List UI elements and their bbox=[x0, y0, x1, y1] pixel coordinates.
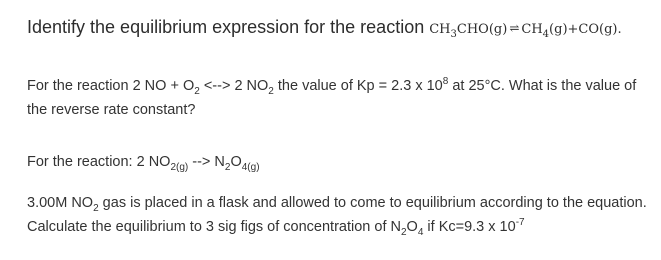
q3-text-2: --> N bbox=[188, 154, 225, 170]
q4-line2-sub-2: 4 bbox=[417, 227, 424, 238]
q4-sub-1: 2 bbox=[93, 203, 99, 214]
q2-exponent: 8 bbox=[442, 76, 449, 87]
q1-reactant-subscript: 3 bbox=[450, 29, 457, 40]
q3-sub-3: 4(g) bbox=[241, 162, 260, 173]
q2-text-4: at 25°C. What is the value of bbox=[448, 78, 637, 94]
question-2-line-2: the reverse rate constant? bbox=[27, 102, 196, 118]
equilibrium-arrow-icon: ⇌ bbox=[509, 21, 520, 35]
q2-sub-2: 2 bbox=[268, 86, 274, 97]
q3-sub-2: 2 bbox=[224, 162, 231, 173]
question-1 bbox=[27, 17, 622, 38]
question-2-line-1 bbox=[27, 74, 636, 98]
q4-line2-sub-1: 2 bbox=[400, 227, 407, 238]
question-3 bbox=[27, 150, 260, 174]
q1-equation bbox=[429, 21, 622, 40]
q1-reactant-phase: CHO(g) bbox=[456, 22, 508, 37]
q4-line2-text-1: Calculate the equilibrium to 3 sig figs of concentration of N bbox=[27, 219, 401, 235]
q4-line2-text-2: O bbox=[406, 219, 418, 235]
q1-product: CH bbox=[521, 22, 543, 37]
q4-line2-text-3: if Kc=9.3 x 10 bbox=[423, 219, 516, 235]
question-4-line-1 bbox=[27, 191, 647, 215]
q1-prompt: Identify the equilibrium expression for the reaction bbox=[27, 17, 430, 37]
q2-text-1: For the reaction 2 NO + O bbox=[27, 78, 195, 94]
q1-reactant: CH bbox=[429, 22, 451, 37]
q4-line2-exponent: -7 bbox=[515, 217, 525, 228]
q3-sub-1: 2(g) bbox=[170, 162, 189, 173]
q3-text-3: O bbox=[230, 154, 242, 170]
q3-text-1: For the reaction: 2 NO bbox=[27, 154, 171, 170]
q4-text-2: gas is placed in a flask and allowed to come to equilibrium according to the equation. bbox=[98, 195, 647, 211]
q2-text-3: the value of Kp = 2.3 x 10 bbox=[273, 78, 443, 94]
q4-text-1: 3.00M NO bbox=[27, 195, 94, 211]
q1-product-subscript: 4 bbox=[542, 29, 550, 40]
q2-text-2: <--> 2 NO bbox=[199, 78, 269, 94]
question-4-line-2 bbox=[27, 215, 525, 239]
q2-sub-1: 2 bbox=[194, 86, 200, 97]
q1-product-rest: (g)+CO(g). bbox=[549, 22, 622, 37]
